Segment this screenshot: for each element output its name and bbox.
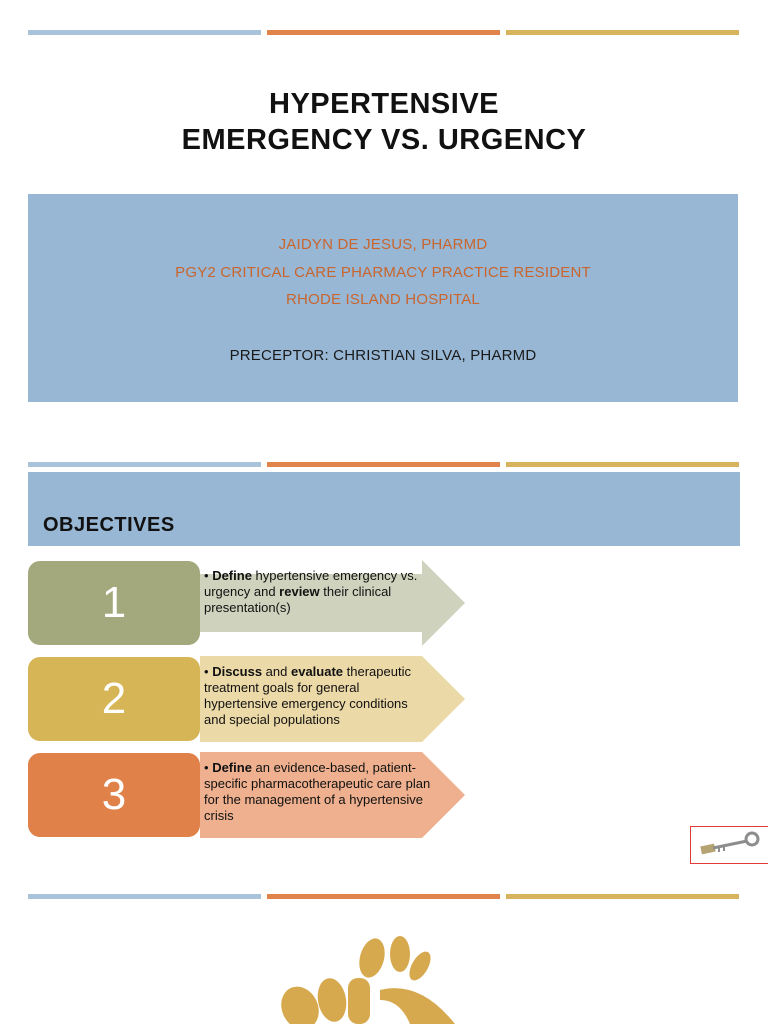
mid-rule-blue	[28, 462, 261, 467]
objective-2-arrow	[200, 656, 465, 742]
key-icon	[691, 827, 768, 863]
bottom-rule-blue	[28, 894, 261, 899]
objective-3-text: • Define an evidence-based, patient-specific pharmacotherapeutic care plan for the management of a hypertensive crisis	[204, 760, 431, 823]
objectives-header	[28, 472, 740, 546]
objective-1-arrow	[200, 560, 465, 646]
author-name: JAIDYN DE JESUS, PHARMD	[278, 236, 488, 253]
hospital-logo	[270, 930, 490, 1024]
objective-1-text: • Define hypertensive emergency vs. urgency and review their clinical presentation(s)	[204, 568, 418, 615]
key-image-frame	[690, 826, 768, 864]
subtitle-box	[28, 194, 738, 402]
slide-title-line1: HYPERTENSIVE	[269, 88, 499, 120]
institution: RHODE ISLAND HOSPITAL	[286, 291, 480, 308]
mid-rule-orange	[267, 462, 500, 467]
bottom-rule-gold	[506, 894, 739, 899]
preceptor: PRECEPTOR: CHRISTIAN SILVA, PHARMD	[229, 347, 537, 364]
author-position: PGY2 CRITICAL CARE PHARMACY PRACTICE RESIDENT	[175, 264, 591, 281]
top-rule-orange	[267, 30, 500, 35]
objectives-title: OBJECTIVES	[43, 514, 175, 536]
top-rule-blue	[28, 30, 261, 35]
objective-3-arrow	[200, 752, 465, 838]
hospital-logo-shape	[270, 930, 490, 1024]
objective-2-text: • Discuss and evaluate therapeutic treatment goals for general hypertensive emergency conditions and special populations	[204, 664, 411, 727]
objective-1-number: 1	[28, 561, 200, 645]
mid-rule-gold	[506, 462, 739, 467]
objective-3-number: 3	[28, 753, 200, 837]
slide-title-line2: EMERGENCY VS. URGENCY	[181, 124, 587, 156]
objective-2-number: 2	[28, 657, 200, 741]
top-rule-gold	[506, 30, 739, 35]
bottom-rule-orange	[267, 894, 500, 899]
